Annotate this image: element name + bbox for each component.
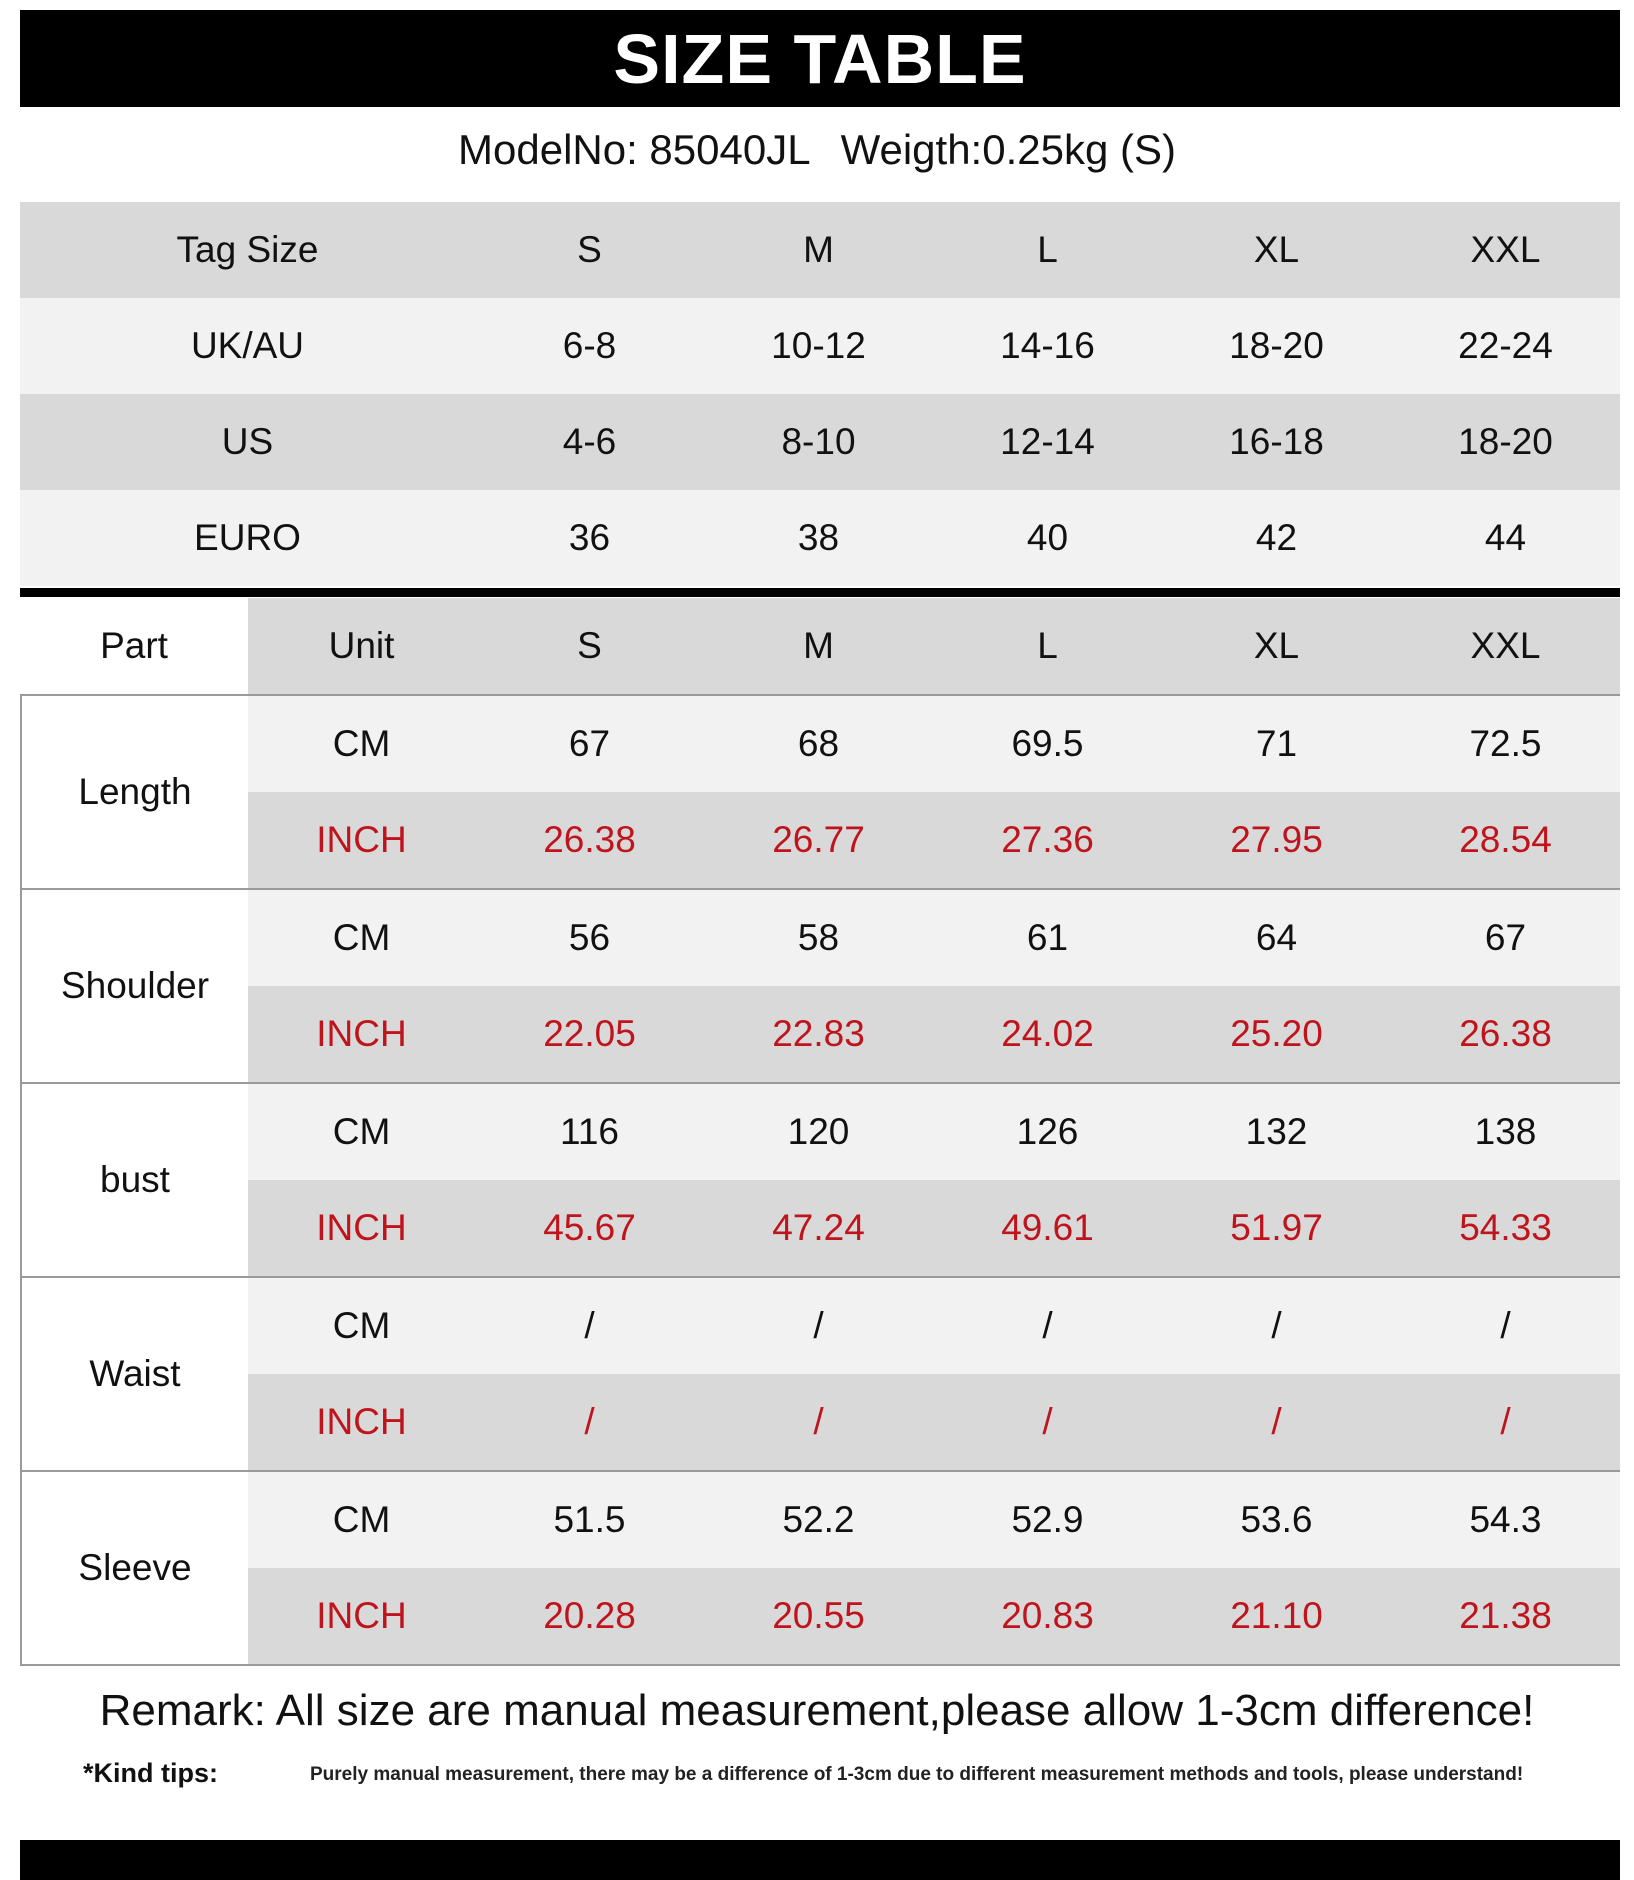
conversion-cell: 10-12 <box>771 325 866 366</box>
cm-row <box>248 1278 1620 1374</box>
unit-label: CM <box>332 917 391 958</box>
value-cell: / <box>1271 1401 1282 1442</box>
value-cell: 27.95 <box>1230 819 1323 860</box>
remark-text: Remark: All size are manual measurement,please allow 1-3cm difference! <box>99 1686 1535 1735</box>
conversion-cell: 6-8 <box>562 325 617 366</box>
value-cell: 20.28 <box>543 1595 636 1636</box>
conversion-cell: 36 <box>568 517 611 558</box>
conversion-cell: 38 <box>797 517 840 558</box>
value-cell: / <box>1500 1401 1511 1442</box>
value-cell: / <box>584 1305 595 1346</box>
kind-tips-label: *Kind tips: <box>83 1758 218 1788</box>
conversion-cell: 16-18 <box>1229 421 1324 462</box>
weight-info: Weigth:0.25kg (S) <box>840 126 1176 173</box>
value-cell: 20.55 <box>772 1595 865 1636</box>
part-header: Part <box>20 598 248 694</box>
model-number: ModelNo: 85040JL <box>458 126 811 173</box>
unit-label: CM <box>332 1111 391 1152</box>
kind-tips-text: Purely manual measurement, there may be a difference of 1-3cm due to different measurement methods and tools, please understand! <box>310 1764 1524 1785</box>
size-header: XL <box>1162 598 1391 694</box>
inch-row <box>248 792 1620 888</box>
size-header: L <box>1037 229 1058 270</box>
value-cell: 120 <box>787 1111 850 1152</box>
region-label: US <box>221 421 274 462</box>
unit-label: INCH <box>316 1401 407 1442</box>
value-cell: 26.38 <box>1459 1013 1552 1054</box>
part-label: bust <box>22 1084 248 1276</box>
cm-row <box>248 696 1620 792</box>
inch-row <box>248 1180 1620 1276</box>
measurement-header-row <box>20 598 1620 694</box>
value-cell: 54.33 <box>1459 1207 1552 1248</box>
value-cell: 116 <box>560 1111 619 1152</box>
part-label: Waist <box>22 1278 248 1470</box>
cm-row <box>248 1472 1620 1568</box>
size-header: M <box>803 229 834 270</box>
value-cell: 138 <box>1474 1111 1537 1152</box>
value-cell: / <box>1271 1305 1282 1346</box>
value-cell: 52.2 <box>782 1499 855 1540</box>
part-label: Shoulder <box>22 890 248 1082</box>
conversion-row-ukau <box>20 298 1620 394</box>
conversion-cell: 22-24 <box>1458 325 1553 366</box>
unit-label: INCH <box>316 1595 407 1636</box>
value-cell: 49.61 <box>1001 1207 1094 1248</box>
size-header: XXL <box>1470 229 1541 270</box>
conversion-cell: 44 <box>1484 517 1527 558</box>
value-cell: 68 <box>797 723 840 764</box>
value-cell: 64 <box>1255 917 1298 958</box>
part-group-shoulder <box>20 888 1620 1082</box>
part-group-length <box>20 694 1620 888</box>
inch-row <box>248 1374 1620 1470</box>
part-group-waist <box>20 1276 1620 1470</box>
value-cell: / <box>1042 1401 1053 1442</box>
value-cell: 126 <box>1016 1111 1079 1152</box>
conversion-cell: 14-16 <box>1000 325 1095 366</box>
value-cell: 45.67 <box>543 1207 636 1248</box>
value-cell: 67 <box>1484 917 1527 958</box>
model-info <box>0 118 1634 182</box>
value-cell: 132 <box>1245 1111 1308 1152</box>
value-cell: 24.02 <box>1001 1013 1094 1054</box>
conversion-cell: 18-20 <box>1458 421 1553 462</box>
value-cell: / <box>1500 1305 1511 1346</box>
conversion-cell: 8-10 <box>781 421 856 462</box>
unit-label: INCH <box>316 1207 407 1248</box>
value-cell: 69.5 <box>1011 723 1084 764</box>
size-header: M <box>704 598 933 694</box>
region-label: EURO <box>194 517 301 558</box>
value-cell: / <box>584 1401 595 1442</box>
cm-row <box>248 1084 1620 1180</box>
conversion-cell: 12-14 <box>1000 421 1095 462</box>
value-cell: 47.24 <box>772 1207 865 1248</box>
section-divider <box>20 588 1620 597</box>
size-header: L <box>933 598 1162 694</box>
conversion-cell: 40 <box>1026 517 1069 558</box>
value-cell: 22.83 <box>772 1013 865 1054</box>
value-cell: / <box>813 1305 824 1346</box>
conversion-cell: 42 <box>1255 517 1298 558</box>
unit-label: INCH <box>316 819 407 860</box>
conversion-cell: 18-20 <box>1229 325 1324 366</box>
unit-header: Unit <box>248 598 475 694</box>
conversion-cell: 4-6 <box>562 421 617 462</box>
value-cell: 61 <box>1026 917 1069 958</box>
unit-label: INCH <box>316 1013 407 1054</box>
conversion-row-us <box>20 394 1620 490</box>
size-header: S <box>577 229 602 270</box>
value-cell: 67 <box>568 723 611 764</box>
value-cell: 53.6 <box>1240 1499 1313 1540</box>
value-cell: 56 <box>568 917 611 958</box>
value-cell: 21.10 <box>1230 1595 1323 1636</box>
bottom-bar <box>20 1840 1620 1880</box>
value-cell: 28.54 <box>1459 819 1552 860</box>
unit-label: CM <box>332 1499 391 1540</box>
value-cell: 27.36 <box>1001 819 1094 860</box>
cm-row <box>248 890 1620 986</box>
part-label: Sleeve <box>22 1472 248 1664</box>
unit-label: CM <box>332 723 391 764</box>
title-bar <box>20 10 1620 107</box>
conversion-header-row <box>20 202 1620 298</box>
value-cell: 52.9 <box>1011 1499 1084 1540</box>
value-cell: / <box>813 1401 824 1442</box>
value-cell: 51.97 <box>1230 1207 1323 1248</box>
part-label: Length <box>22 696 248 888</box>
inch-row <box>248 1568 1620 1664</box>
unit-label: CM <box>332 1305 391 1346</box>
page-title: SIZE TABLE <box>613 19 1027 98</box>
value-cell: 26.77 <box>772 819 865 860</box>
value-cell: 58 <box>797 917 840 958</box>
measurement-table <box>20 598 1620 1666</box>
inch-row <box>248 986 1620 1082</box>
value-cell: 51.5 <box>553 1499 626 1540</box>
conversion-row-euro <box>20 490 1620 586</box>
value-cell: 26.38 <box>543 819 636 860</box>
size-header: XXL <box>1391 598 1620 694</box>
tag-size-label: Tag Size <box>176 229 319 270</box>
value-cell: 54.3 <box>1469 1499 1542 1540</box>
value-cell: 71 <box>1255 723 1298 764</box>
value-cell: / <box>1042 1305 1053 1346</box>
size-header: S <box>475 598 704 694</box>
size-conversion-table <box>20 202 1620 586</box>
part-group-sleeve <box>20 1470 1620 1666</box>
value-cell: 21.38 <box>1459 1595 1552 1636</box>
value-cell: 22.05 <box>543 1013 636 1054</box>
size-header: XL <box>1253 229 1300 270</box>
value-cell: 72.5 <box>1469 723 1542 764</box>
value-cell: 20.83 <box>1001 1595 1094 1636</box>
region-label: UK/AU <box>190 325 305 366</box>
value-cell: 25.20 <box>1230 1013 1323 1054</box>
part-group-bust <box>20 1082 1620 1276</box>
